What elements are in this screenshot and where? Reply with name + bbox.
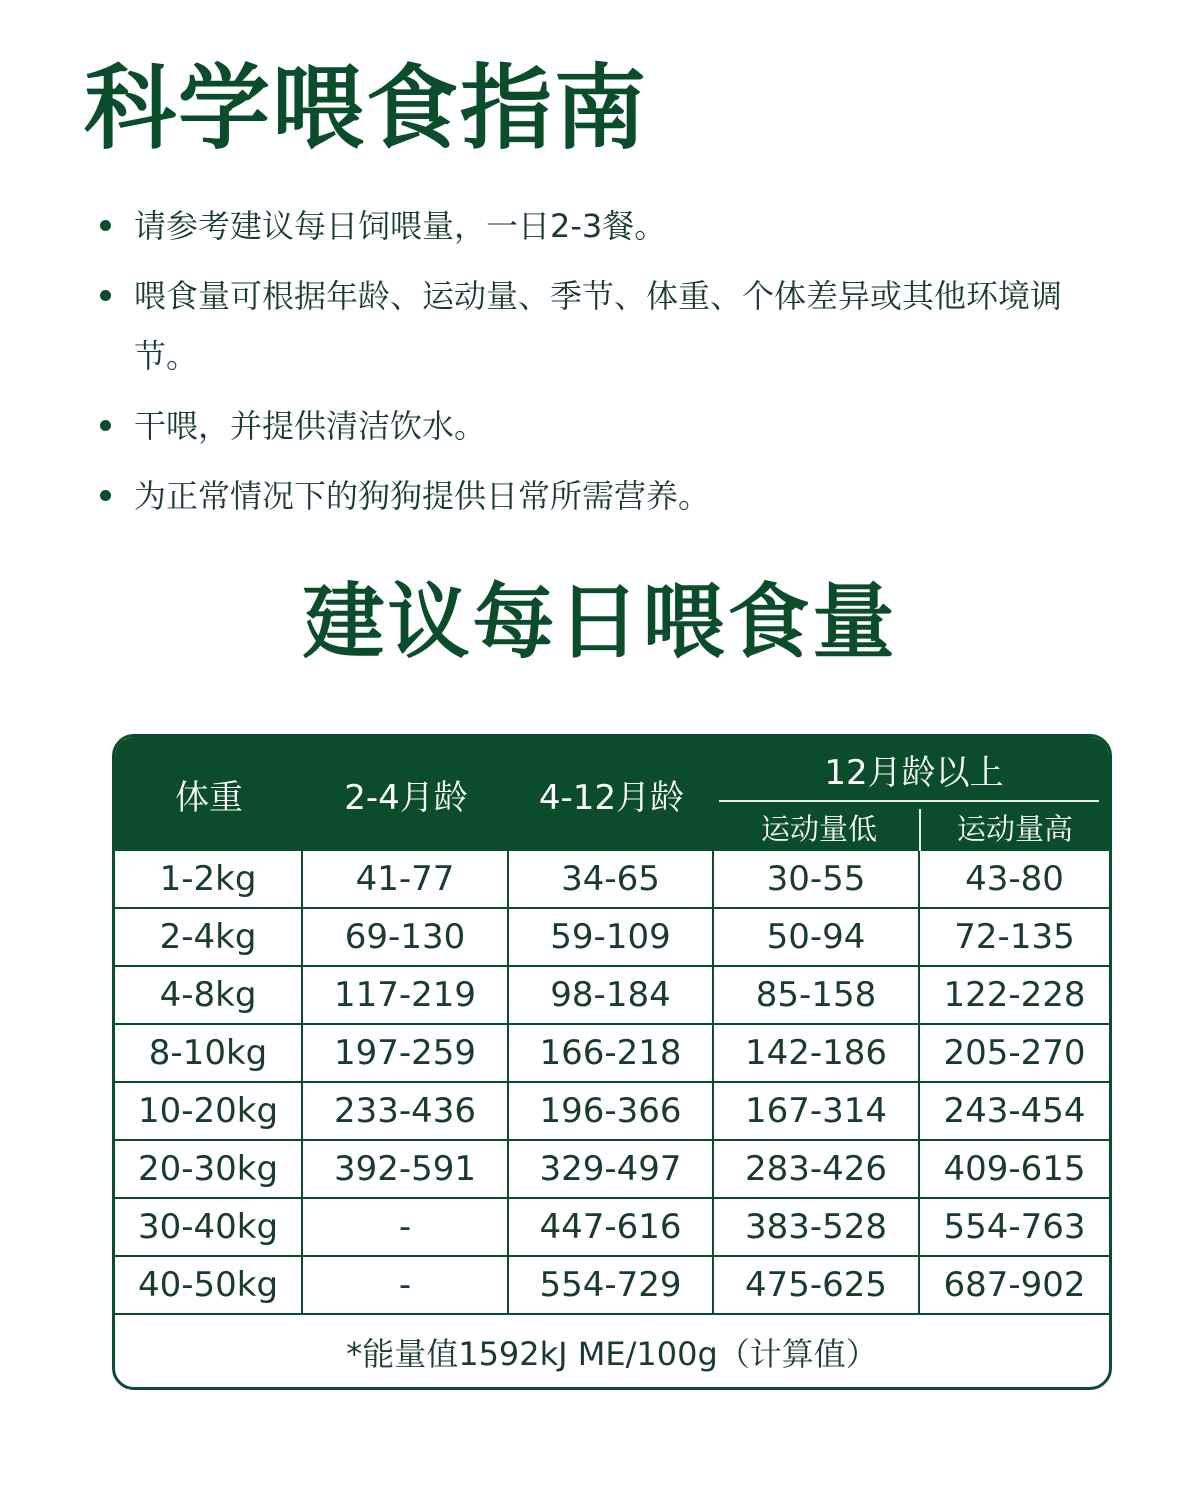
guideline-text: 请参考建议每日饲喂量，一日2-3餐。 <box>134 207 667 245</box>
cell-activity-low: 142-186 <box>714 1025 920 1081</box>
table-row <box>115 1141 1109 1199</box>
cell-activity-low: 283-426 <box>714 1141 920 1197</box>
cell-age-2-4: 41-77 <box>303 851 509 907</box>
cell-age-2-4: 392-591 <box>303 1141 509 1197</box>
table-footnote: *能量值1592kJ ME/100g（计算值） <box>346 1335 878 1373</box>
header-activity-high: 运动量高 <box>956 811 1073 846</box>
bullet-dot-icon <box>100 290 111 301</box>
guideline-text: 喂食量可根据年龄、运动量、季节、体重、个体差异或其他环境调节。 <box>134 277 1063 375</box>
table-row <box>115 1083 1109 1141</box>
cell-age-2-4: 233-436 <box>303 1083 509 1139</box>
cell-activity-low: 85-158 <box>714 967 920 1023</box>
cell-age-2-4: 197-259 <box>303 1025 509 1081</box>
guideline-item <box>98 396 1098 456</box>
guideline-item <box>98 266 1098 386</box>
header-age-12-plus: 12月龄以上 <box>824 752 1004 793</box>
page-title: 科学喂食指南 <box>84 55 649 162</box>
table-row <box>115 1199 1109 1257</box>
cell-activity-low: 167-314 <box>714 1083 920 1139</box>
table-row <box>115 1257 1109 1315</box>
cell-age-4-12: 447-616 <box>509 1199 714 1255</box>
guideline-item <box>98 196 1098 256</box>
cell-age-2-4: 117-219 <box>303 967 509 1023</box>
cell-weight: 2-4kg <box>115 909 303 965</box>
table-row <box>115 851 1109 909</box>
cell-age-2-4: - <box>303 1257 509 1313</box>
cell-weight: 10-20kg <box>115 1083 303 1139</box>
cell-activity-low: 383-528 <box>714 1199 920 1255</box>
cell-activity-low: 475-625 <box>714 1257 920 1313</box>
cell-age-4-12: 329-497 <box>509 1141 714 1197</box>
table-row <box>115 1025 1109 1083</box>
guideline-text: 干喂，并提供清洁饮水。 <box>134 407 487 445</box>
cell-age-2-4: - <box>303 1199 509 1255</box>
cell-age-4-12: 166-218 <box>509 1025 714 1081</box>
cell-age-4-12: 59-109 <box>509 909 714 965</box>
header-age-2-4: 2-4月龄 <box>344 777 468 818</box>
cell-activity-high: 243-454 <box>943 1091 1086 1131</box>
cell-age-4-12: 98-184 <box>509 967 714 1023</box>
cell-weight: 8-10kg <box>115 1025 303 1081</box>
header-group-divider <box>719 800 1099 802</box>
bullet-dot-icon <box>100 490 111 501</box>
cell-activity-low: 50-94 <box>714 909 920 965</box>
table-body <box>115 851 1109 1315</box>
table-row <box>115 909 1109 967</box>
cell-activity-high: 687-902 <box>943 1265 1086 1305</box>
bullet-dot-icon <box>100 420 111 431</box>
cell-age-2-4: 69-130 <box>303 909 509 965</box>
header-age-4-12: 4-12月龄 <box>538 777 685 818</box>
cell-weight: 30-40kg <box>115 1199 303 1255</box>
cell-activity-high: 205-270 <box>943 1033 1086 1073</box>
cell-activity-high: 122-228 <box>943 975 1086 1015</box>
guideline-item <box>98 466 1098 526</box>
cell-weight: 1-2kg <box>115 851 303 907</box>
cell-activity-low: 30-55 <box>714 851 920 907</box>
cell-activity-high: 72-135 <box>954 917 1075 957</box>
header-weight: 体重 <box>175 777 243 818</box>
cell-weight: 20-30kg <box>115 1141 303 1197</box>
cell-weight: 40-50kg <box>115 1257 303 1313</box>
cell-activity-high: 43-80 <box>965 859 1064 899</box>
guideline-text: 为正常情况下的狗狗提供日常所需营养。 <box>134 477 711 515</box>
feeding-table <box>112 734 1112 1390</box>
section-title: 建议每日喂食量 <box>302 575 898 670</box>
cell-weight: 4-8kg <box>115 967 303 1023</box>
cell-age-4-12: 34-65 <box>509 851 714 907</box>
bullet-dot-icon <box>100 220 111 231</box>
cell-age-4-12: 554-729 <box>509 1257 714 1313</box>
cell-age-4-12: 196-366 <box>509 1083 714 1139</box>
header-activity-low: 运动量低 <box>760 811 877 846</box>
table-header <box>115 737 1109 851</box>
feeding-guidelines-list <box>98 196 1098 536</box>
table-row <box>115 967 1109 1025</box>
cell-activity-high: 554-763 <box>943 1207 1086 1247</box>
cell-activity-high: 409-615 <box>943 1149 1086 1189</box>
